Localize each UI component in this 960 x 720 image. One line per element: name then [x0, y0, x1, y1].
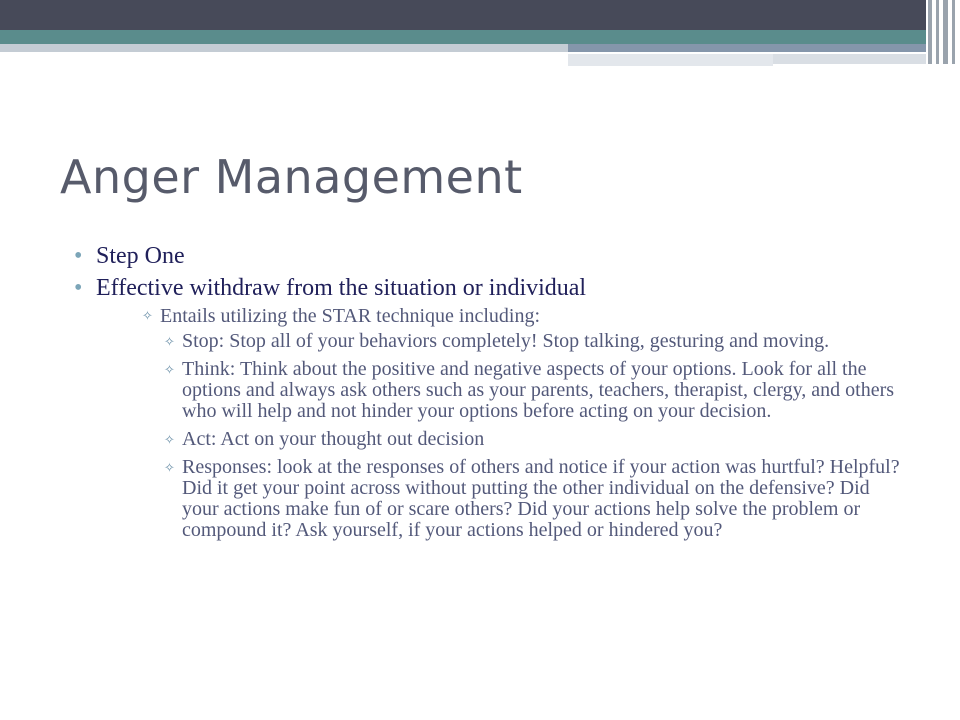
star-item-think: [162, 359, 902, 422]
diamond-bullet-icon: ✧: [164, 460, 175, 475]
star-item-act: [162, 429, 902, 450]
star-list: [74, 331, 914, 541]
star-item-stop: [162, 331, 902, 352]
star-item-text: Responses: look at the responses of others and notice if your action was hurtful? Helpful? Did it get your point across without putting the other individual on the defensive? Did your actions make fun of or scare others? Did your actions help solve the problem or compound it? Ask yourself, if your actions helped or hindered you?: [182, 456, 900, 541]
header-corner-bars: [926, 0, 960, 64]
header-band: [0, 0, 960, 30]
star-item-responses: [162, 457, 902, 541]
star-list-wrapper: [74, 331, 914, 541]
sub-bullet-text: Entails utilizing the STAR technique including:: [160, 305, 541, 327]
header-accent-line: [0, 30, 960, 44]
diamond-bullet-icon: ✧: [164, 362, 175, 377]
bullet-step-one: [74, 240, 914, 272]
bullet-dot-icon: •: [74, 275, 83, 301]
diamond-bullet-icon: ✧: [142, 308, 153, 323]
slide-content: [74, 240, 914, 541]
header-light-band-inner: [568, 54, 773, 66]
diamond-bullet-icon: ✧: [164, 432, 175, 447]
bullet-dot-icon: •: [74, 243, 83, 269]
bullet-effective-withdraw: [74, 272, 914, 304]
bullet-text: Step One: [96, 243, 185, 269]
star-item-text: Think: Think about the positive and negative aspects of your options. Look for all the options and always ask others such as your parents, teachers, therapist, clergy, and others who will help and not hinder your options before acting on your decision.: [182, 358, 895, 422]
star-item-text: Stop: Stop all of your behaviors completely! Stop talking, gesturing and moving.: [182, 330, 830, 352]
bullet-text: Effective withdraw from the situation or individual: [96, 275, 587, 301]
star-item-text: Act: Act on your thought out decision: [182, 428, 485, 450]
slide-title: Anger Management: [60, 150, 523, 204]
diamond-bullet-icon: ✧: [164, 334, 175, 349]
header-steel-stub: [568, 44, 960, 52]
sub-bullet-star-intro: [140, 305, 914, 327]
